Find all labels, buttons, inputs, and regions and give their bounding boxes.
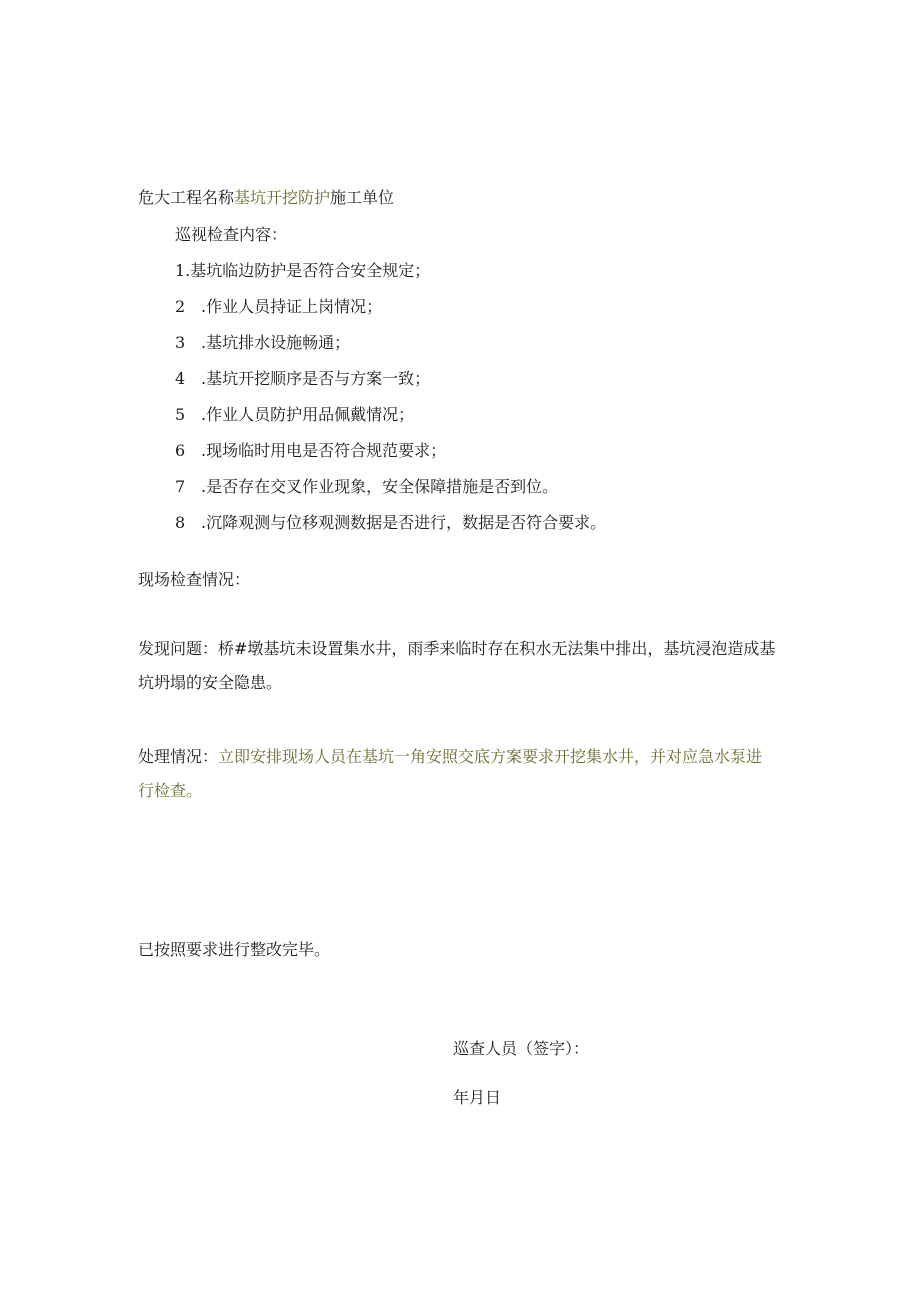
handling-text: 立即安排现场人员在基坑一角安照交底方案要求开挖集水井，并对应急水泵进行检查。 (138, 747, 763, 800)
problem-text: 桥#墩基坑未设置集水井，雨季来临时存在积水无法集中排出，基坑浸泡造成基坑坍塌的安全隐患。 (138, 639, 776, 692)
inspection-item-5 (175, 405, 414, 425)
inspection-item-2 (175, 297, 382, 317)
inspection-item-6 (175, 441, 446, 461)
item-text: .基坑排水设施畅通； (201, 333, 351, 352)
item-number: 7 (175, 477, 186, 496)
inspection-item-7 (175, 477, 558, 497)
item-text: .现场临时用电是否符合规范要求； (201, 441, 447, 460)
item-text: .作业人员防护用品佩戴情况； (201, 405, 415, 424)
item-number: 6 (175, 441, 186, 460)
item-number: 8 (175, 513, 186, 532)
item-text: 基坑临边防护是否符合安全规定； (190, 261, 431, 280)
handling-paragraph (138, 740, 778, 808)
rectified-statement: 已按照要求进行整改完毕。 (138, 940, 331, 959)
item-number: 2 (175, 297, 186, 316)
item-number: 1. (175, 261, 191, 280)
problem-paragraph (138, 632, 778, 700)
site-inspection-title: 现场检查情况： (138, 570, 251, 589)
problem-label: 发现问题： (138, 639, 219, 658)
item-text: .基坑开挖顺序是否与方案一致； (201, 369, 431, 388)
inspection-item-3 (175, 333, 350, 353)
date-label: 年月日 (453, 1088, 502, 1107)
item-number: 5 (175, 405, 186, 424)
inspector-signature-label: 巡查人员（签字）： (453, 1039, 590, 1058)
item-text: .是否存在交叉作业现象，安全保障措施是否到位。 (201, 477, 559, 496)
header-line (138, 188, 394, 208)
handling-label: 处理情况： (138, 747, 219, 766)
item-number: 3 (175, 333, 186, 352)
project-name-value: 基坑开挖防护 (234, 188, 331, 207)
item-text: .作业人员持证上岗情况； (201, 297, 383, 316)
construction-unit-label: 施工单位 (330, 188, 395, 207)
item-text: .沉降观测与位移观测数据是否进行，数据是否符合要求。 (201, 513, 607, 532)
inspection-item-1 (175, 261, 430, 281)
project-name-label: 危大工程名称 (138, 188, 235, 207)
inspection-item-4 (175, 369, 430, 389)
inspection-title: 巡视检查内容： (175, 225, 288, 244)
inspection-item-8 (175, 513, 606, 533)
item-number: 4 (175, 369, 186, 388)
